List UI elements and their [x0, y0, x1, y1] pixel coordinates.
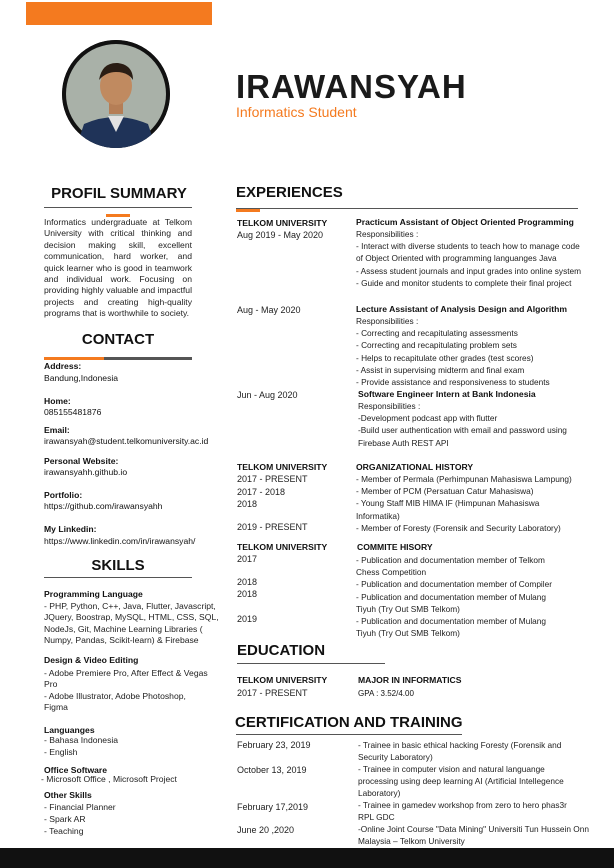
- job-role: Practicum Assistant of Object Oriented Programming: [356, 217, 574, 227]
- job-responsibilities: Responsibilities : -Development podcast app with flutter -Build user authentication with email and password using Firebase Auth REST API: [358, 401, 567, 448]
- education-major: MAJOR IN INFORMATICS: [358, 675, 462, 685]
- programming-label: Programming Language: [44, 589, 143, 599]
- website-link[interactable]: irawansyahh.github.io: [44, 467, 128, 477]
- profile-summary-text: Informatics undergraduate at Telkom University with critical thinking and decision making skill, excellent communication, hard worker, and quick learner who is good in teamwork and individual work. Focusing on providing highly valuable and impactful projects and creating high-quality programs that is worthwhile to society.: [44, 217, 192, 319]
- contact-heading: CONTACT: [81, 331, 155, 348]
- design-label: Design & Video Editing: [44, 655, 139, 665]
- linkedin-label: My Linkedin:: [44, 524, 97, 534]
- committee-org: TELKOM UNIVERSITY: [237, 542, 328, 552]
- design-line-1: - Adobe Premiere Pro, After Effect & Vegas Pro: [44, 668, 208, 690]
- committee-heading: COMMITE HISORY: [357, 542, 433, 552]
- org-history-org: TELKOM UNIVERSITY: [237, 462, 328, 472]
- job-responsibilities: Responsibilities : - Correcting and recapitulating assessments - Correcting and recapitulating problem sets - Helps to recapitulate other grades (test scores) - Assist in supervising midterm and final exam - Provide assistance and responsiveness to students: [356, 316, 550, 388]
- top-accent-bar: [26, 2, 212, 25]
- address-label: Address:: [44, 361, 82, 371]
- cert-text: -Online Joint Course "Data Mining" Universiti Tun Hussein Onn Malaysia – Telkom University: [358, 824, 589, 847]
- cert-date: October 13, 2019: [237, 765, 307, 775]
- job-role: Software Engineer Intern at Bank Indonesia: [358, 389, 536, 399]
- design-line-2: - Adobe Illustrator, Adobe Photoshop, Figma: [44, 691, 186, 713]
- email-value[interactable]: irawansyah@student.telkomuniversity.ac.id: [44, 436, 209, 446]
- cert-text: - Trainee in gamedev workshop from zero to hero phas3r RPL GDC: [358, 800, 567, 823]
- phone-label: Home:: [44, 396, 71, 406]
- other-skill-item: - Teaching: [44, 826, 84, 836]
- profile-summary-heading: PROFIL SUMMARY: [51, 185, 187, 202]
- org-date: 2017 - PRESENT: [237, 474, 308, 484]
- address-value: Bandung,Indonesia: [44, 373, 119, 383]
- job-role: Lecture Assistant of Analysis Design and Algorithm: [356, 304, 568, 314]
- profile-divider: [44, 207, 192, 208]
- org-date: 2017 - 2018: [237, 487, 286, 497]
- education-gpa: GPA : 3.52/4.00: [358, 689, 414, 698]
- person-subtitle: Informatics Student: [236, 104, 357, 120]
- experiences-divider: [236, 208, 578, 209]
- programming-text: - PHP, Python, C++, Java, Flutter, Javascript, JQuery, Boostrap, MySQL, HTML, CSS, SQL, NodeJs, Git, Machine Learning Libraries ( Numpy, Pandas, Scikit-learn) & Firebase: [44, 601, 219, 646]
- certification-divider: [236, 734, 462, 735]
- language-item: - English: [44, 747, 78, 757]
- certification-heading: CERTIFICATION AND TRAINING: [235, 714, 463, 731]
- experience-org: TELKOM UNIVERSITY: [237, 218, 328, 228]
- experiences-heading: EXPERIENCES: [236, 184, 343, 201]
- cert-text: - Trainee in basic ethical hacking Foresty (Forensik and Security Laboratory): [358, 740, 562, 763]
- portfolio-link[interactable]: https://github.com/irawansyahh: [44, 501, 163, 511]
- skills-heading: SKILLS: [91, 557, 145, 574]
- education-divider: [237, 663, 385, 664]
- org-date: 2018: [237, 499, 258, 509]
- job-date: Aug - May 2020: [237, 305, 301, 315]
- office-label: Office Software: [44, 765, 108, 775]
- email-label: Email:: [44, 425, 70, 435]
- bottom-bar: [0, 848, 614, 868]
- org-history-heading: ORGANIZATIONAL HISTORY: [356, 462, 474, 472]
- portfolio-label: Portfolio:: [44, 490, 83, 500]
- education-heading: EDUCATION: [237, 642, 326, 659]
- other-skill-item: - Spark AR: [44, 814, 86, 824]
- contact-accent: [44, 357, 104, 360]
- job-date: Jun - Aug 2020: [237, 390, 298, 400]
- org-date: 2019 - PRESENT: [237, 522, 308, 532]
- languages-label: Languanges: [44, 725, 95, 735]
- language-item: - Bahasa Indonesia: [44, 735, 119, 745]
- committee-date: 2018: [237, 589, 258, 599]
- committee-list: - Publication and documentation member of Telkom Chess Competition - Publication and documentation member of Compiler - Publication and documentation member of Mulang Tiyuh (Try Out SMB Telkom) - Publication and documentation member of Mulang Tiyuh (Try Out SMB Telkom): [356, 555, 552, 639]
- phone-value: 085155481876: [44, 407, 102, 417]
- cert-date: June 20 ,2020: [237, 825, 295, 835]
- cert-date: February 17,2019: [237, 802, 309, 812]
- org-history-list: - Member of Permala (Perhimpunan Mahasiswa Lampung) - Member of PCM (Persatuan Catur Mahasiswa) - Young Staff MIB HIMA IF (Himpunan Mahasiswa Informatika) - Member of Foresty (Forensik and Security Laboratory): [356, 474, 572, 533]
- education-org: TELKOM UNIVERSITY: [237, 675, 328, 685]
- cert-text: - Trainee in computer vision and natural languange processing using deep learning AI (Artificial Intellegence Laboratory): [358, 764, 564, 799]
- job-responsibilities: Responsibilities : - Interact with diverse students to teach how to manage code of Object Oriented with programming languanges Java - Assess student journals and input grades into online system - Guide and monitor students to complete their final project: [356, 229, 582, 288]
- office-text: - Microsoft Office , Microsoft Project: [41, 774, 177, 784]
- linkedin-link[interactable]: https://www.linkedin.com/in/irawansyah/: [44, 536, 196, 546]
- skills-divider: [44, 577, 192, 578]
- person-name: IRAWANSYAH: [236, 68, 467, 105]
- experiences-accent: [236, 209, 260, 212]
- cert-date: February 23, 2019: [237, 740, 311, 750]
- education-date: 2017 - PRESENT: [237, 688, 308, 698]
- committee-date: 2018: [237, 577, 258, 587]
- profile-photo: [62, 40, 170, 148]
- committee-date: 2019: [237, 614, 258, 624]
- website-label: Personal Website:: [44, 456, 119, 466]
- other-skill-item: - Financial Planner: [44, 802, 116, 812]
- committee-date: 2017: [237, 554, 258, 564]
- other-skills-label: Other Skills: [44, 790, 92, 800]
- job-date: Aug 2019 - May 2020: [237, 230, 324, 240]
